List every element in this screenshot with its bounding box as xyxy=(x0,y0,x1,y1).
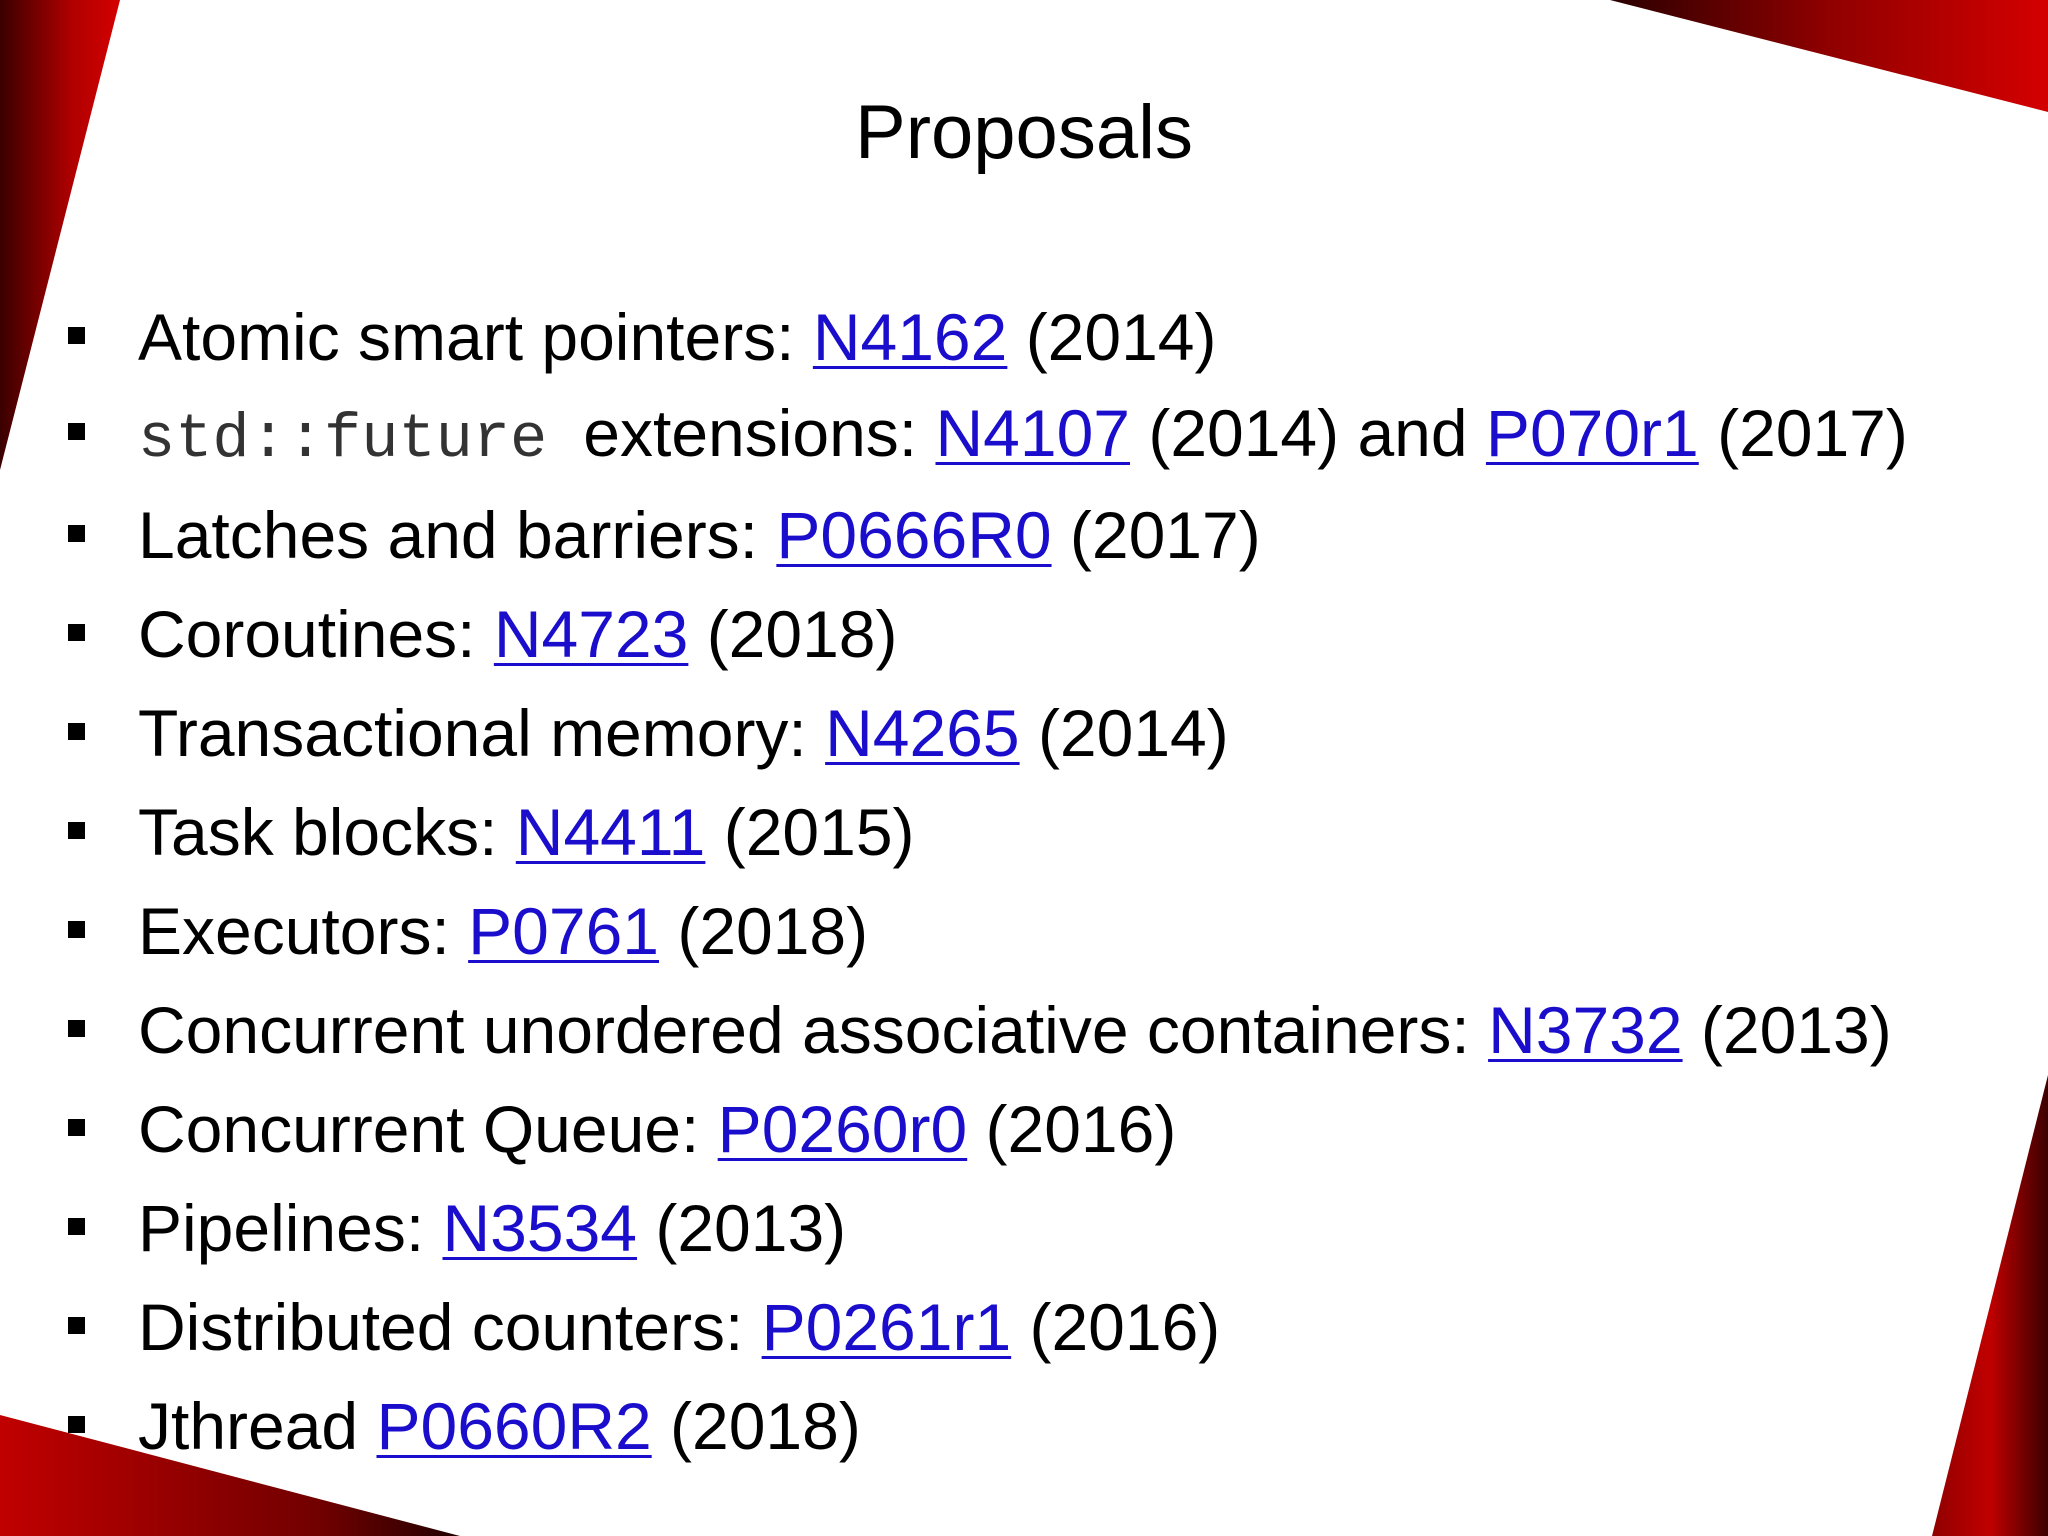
proposal-link[interactable]: N4107 xyxy=(935,396,1130,470)
item-year: (2013) xyxy=(1682,993,1892,1067)
proposal-link[interactable]: P0666R0 xyxy=(776,498,1052,572)
list-item-text xyxy=(138,594,897,674)
bottom-right-corner-shape xyxy=(1932,1075,2048,1536)
item-label: Transactional memory: xyxy=(138,696,826,770)
proposal-link[interactable]: P070r1 xyxy=(1485,396,1699,470)
proposal-link[interactable]: P0660R2 xyxy=(376,1389,652,1463)
proposal-link[interactable]: N3732 xyxy=(1488,993,1683,1067)
item-label: Latches and barriers: xyxy=(138,498,777,572)
item-label: Coroutines: xyxy=(138,597,494,671)
proposal-link[interactable]: N4265 xyxy=(825,696,1020,770)
list-item-text xyxy=(138,990,1892,1070)
list-item-text xyxy=(138,1386,861,1466)
item-year: (2014) xyxy=(1007,300,1217,374)
bullet-square-icon xyxy=(68,525,85,542)
proposal-link[interactable]: P0260r0 xyxy=(717,1092,968,1166)
item-year: (2015) xyxy=(705,795,915,869)
item-label: Distributed counters: xyxy=(138,1290,762,1364)
item-year: (2017) xyxy=(1051,498,1261,572)
item-label: extensions: xyxy=(583,396,936,470)
list-item-text xyxy=(138,297,1216,377)
list-item-text xyxy=(138,792,915,872)
bullet-square-icon xyxy=(68,1218,85,1235)
item-year: (2018) xyxy=(659,894,869,968)
list-item-text xyxy=(138,1287,1220,1367)
proposal-link[interactable]: N4162 xyxy=(812,300,1008,374)
bullet-square-icon xyxy=(68,723,85,740)
bullet-square-icon xyxy=(68,1416,85,1433)
item-label: Jthread xyxy=(138,1389,377,1463)
item-year: (2018) xyxy=(651,1389,861,1463)
item-label: Executors: xyxy=(138,894,469,968)
item-label: Atomic smart pointers: xyxy=(138,300,813,374)
proposal-link[interactable]: P0261r1 xyxy=(761,1290,1012,1364)
proposal-link[interactable]: N3534 xyxy=(442,1191,638,1265)
item-connector: (2014) and xyxy=(1130,396,1486,470)
list-item-text xyxy=(138,891,868,971)
item-year: (2018) xyxy=(688,597,898,671)
bullet-square-icon xyxy=(68,624,85,641)
list-item-text xyxy=(138,693,1229,773)
list-item-text xyxy=(138,495,1261,575)
item-year: (2013) xyxy=(637,1191,847,1265)
item-year: (2017) xyxy=(1698,396,1908,470)
list-item-text xyxy=(138,393,1908,480)
slide-title: Proposals xyxy=(855,90,1193,175)
item-year: (2016) xyxy=(967,1092,1177,1166)
proposal-link[interactable]: N4723 xyxy=(493,597,689,671)
item-label: Task blocks: xyxy=(138,795,516,869)
item-label: Concurrent unordered associative containers: xyxy=(138,993,1489,1067)
item-label: Pipelines: xyxy=(138,1191,443,1265)
proposal-link[interactable]: N4411 xyxy=(515,795,706,869)
bullet-square-icon xyxy=(68,822,85,839)
bullet-square-icon xyxy=(68,1020,85,1037)
code-text: std::future xyxy=(138,404,548,475)
proposal-link[interactable]: P0761 xyxy=(468,894,659,968)
bullet-square-icon xyxy=(68,1119,85,1136)
item-year: (2014) xyxy=(1019,696,1229,770)
bullet-square-icon xyxy=(68,327,85,344)
bullet-square-icon xyxy=(68,1317,85,1334)
bullet-square-icon xyxy=(68,921,85,938)
list-item-text xyxy=(138,1089,1176,1169)
item-year: (2016) xyxy=(1011,1290,1221,1364)
bullet-square-icon xyxy=(68,423,85,440)
top-left-corner-shape xyxy=(0,0,120,470)
list-item-text xyxy=(138,1188,846,1268)
item-label: Concurrent Queue: xyxy=(138,1092,718,1166)
